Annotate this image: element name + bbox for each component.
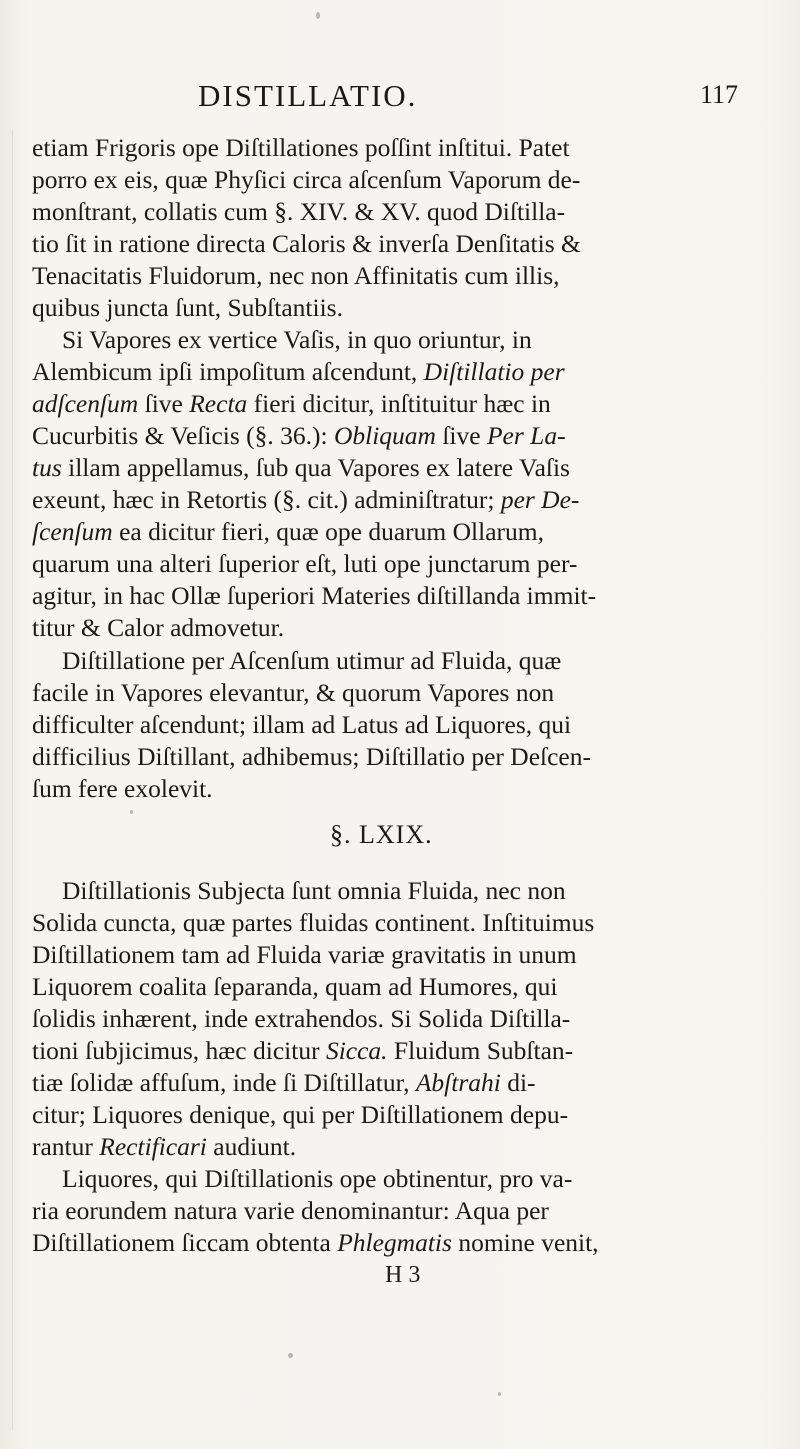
text-line: Alembicum ipſi impoſitum aſcendunt, Diſtillatio per — [32, 357, 565, 386]
section-heading: §. LXIX. — [330, 820, 433, 849]
italic-term: Per La- — [486, 421, 566, 450]
text-line: ſolidis inhærent, inde extrahendos. Si Solida Diſtilla- — [32, 1004, 571, 1033]
text-line: monſtrant, collatis cum §. XIV. & XV. quod Diſtilla- — [32, 197, 566, 226]
text-line: Cucurbitis & Veſicis (§. 36.): Obliquam ſive Per La- — [32, 421, 566, 450]
text-line: exeunt, hæc in Retortis (§. cit.) adminiſtratur; per De- — [32, 485, 580, 514]
text-line: tio ſit in ratione directa Caloris & inverſa Denſitatis & — [32, 229, 581, 258]
text-line: citur; Liquores denique, qui per Diſtillationem depu- — [32, 1100, 569, 1129]
italic-term: Phlegmatis — [337, 1228, 452, 1257]
italic-term: adſcenſum — [32, 389, 139, 418]
text-line: tiæ ſolidæ affuſum, inde ſi Diſtillatur, Abſtrahi di- — [32, 1068, 536, 1097]
text-line: Tenacitatis Fluidorum, nec non Affinitatis cum illis, — [32, 261, 560, 290]
italic-term: per De- — [500, 485, 580, 514]
text-line: Si Vapores ex vertice Vaſis, in quo oriuntur, in — [62, 325, 532, 354]
running-head: DISTILLATIO. — [198, 78, 418, 113]
text-line: difficulter aſcendunt; illam ad Latus ad Liquores, qui — [32, 710, 572, 739]
text-line: Diſtillationem tam ad Fluida variæ gravitatis in unum — [32, 940, 577, 969]
text-line: Liquorem coalita ſeparanda, quam ad Humores, qui — [32, 972, 558, 1001]
text-line: Diſtillatione per Aſcenſum utimur ad Fluida, quæ — [62, 646, 562, 675]
italic-term: Diſtillatio per — [423, 357, 565, 386]
italic-term: Recta — [189, 389, 248, 418]
text-line: Diſtillationis Subjecta ſunt omnia Fluida, nec non — [62, 876, 566, 905]
text-line: ſcenſum ea dicitur fieri, quæ ope duarum Ollarum, — [32, 517, 544, 546]
paper-speck — [498, 1392, 501, 1396]
text-line: porro ex eis, quæ Phyſici circa aſcenſum Vaporum de- — [32, 165, 581, 194]
text-line: tioni ſubjicimus, hæc dicitur Sicca. Fluidum Subſtan- — [32, 1036, 574, 1065]
text-line: rantur Rectificari audiunt. — [32, 1132, 297, 1161]
page-number: 117 — [700, 80, 739, 109]
paper-speck — [130, 810, 133, 814]
text-line: quibus juncta ſunt, Subſtantiis. — [32, 293, 343, 322]
page-header — [0, 78, 800, 118]
italic-term: tus — [32, 453, 62, 482]
italic-term: ſcenſum — [32, 517, 113, 546]
text-line: ſum fere exolevit. — [32, 774, 213, 803]
signature-mark: H 3 — [385, 1262, 421, 1288]
text-line: tus illam appellamus, ſub qua Vapores ex latere Vaſis — [32, 453, 570, 482]
text-line: agitur, in hac Ollæ ſuperiori Materies diſtillanda immit- — [32, 581, 597, 610]
page-gutter-shadow — [12, 130, 13, 1430]
paper-speck — [288, 1353, 293, 1358]
text-line: titur & Calor admovetur. — [32, 613, 285, 642]
text-line: Liquores, qui Diſtillationis ope obtinentur, pro va- — [62, 1164, 573, 1193]
italic-term: Abſtrahi — [415, 1068, 501, 1097]
text-line: etiam Frigoris ope Diſtillationes poſſint inſtitui. Patet — [32, 133, 570, 162]
text-line: ria eorundem natura varie denominantur: Aqua per — [32, 1196, 549, 1225]
italic-term: Rectificari — [99, 1132, 207, 1161]
italic-term: Obliquam — [333, 421, 436, 450]
text-line: Diſtillationem ſiccam obtenta Phlegmatis nomine venit, — [32, 1228, 599, 1257]
italic-term: Sicca. — [325, 1036, 388, 1065]
text-line: quarum una alteri ſuperior eſt, luti ope junctarum per- — [32, 549, 578, 578]
paper-speck — [316, 12, 320, 19]
text-line: facile in Vapores elevantur, & quorum Vapores non — [32, 678, 555, 707]
text-line: Solida cuncta, quæ partes fluidas continent. Inſtituimus — [32, 908, 595, 937]
text-line: adſcenſum ſive Recta fieri dicitur, inſtituitur hæc in — [32, 389, 551, 418]
text-line: difficilius Diſtillant, adhibemus; Diſtillatio per Deſcen- — [32, 742, 591, 771]
